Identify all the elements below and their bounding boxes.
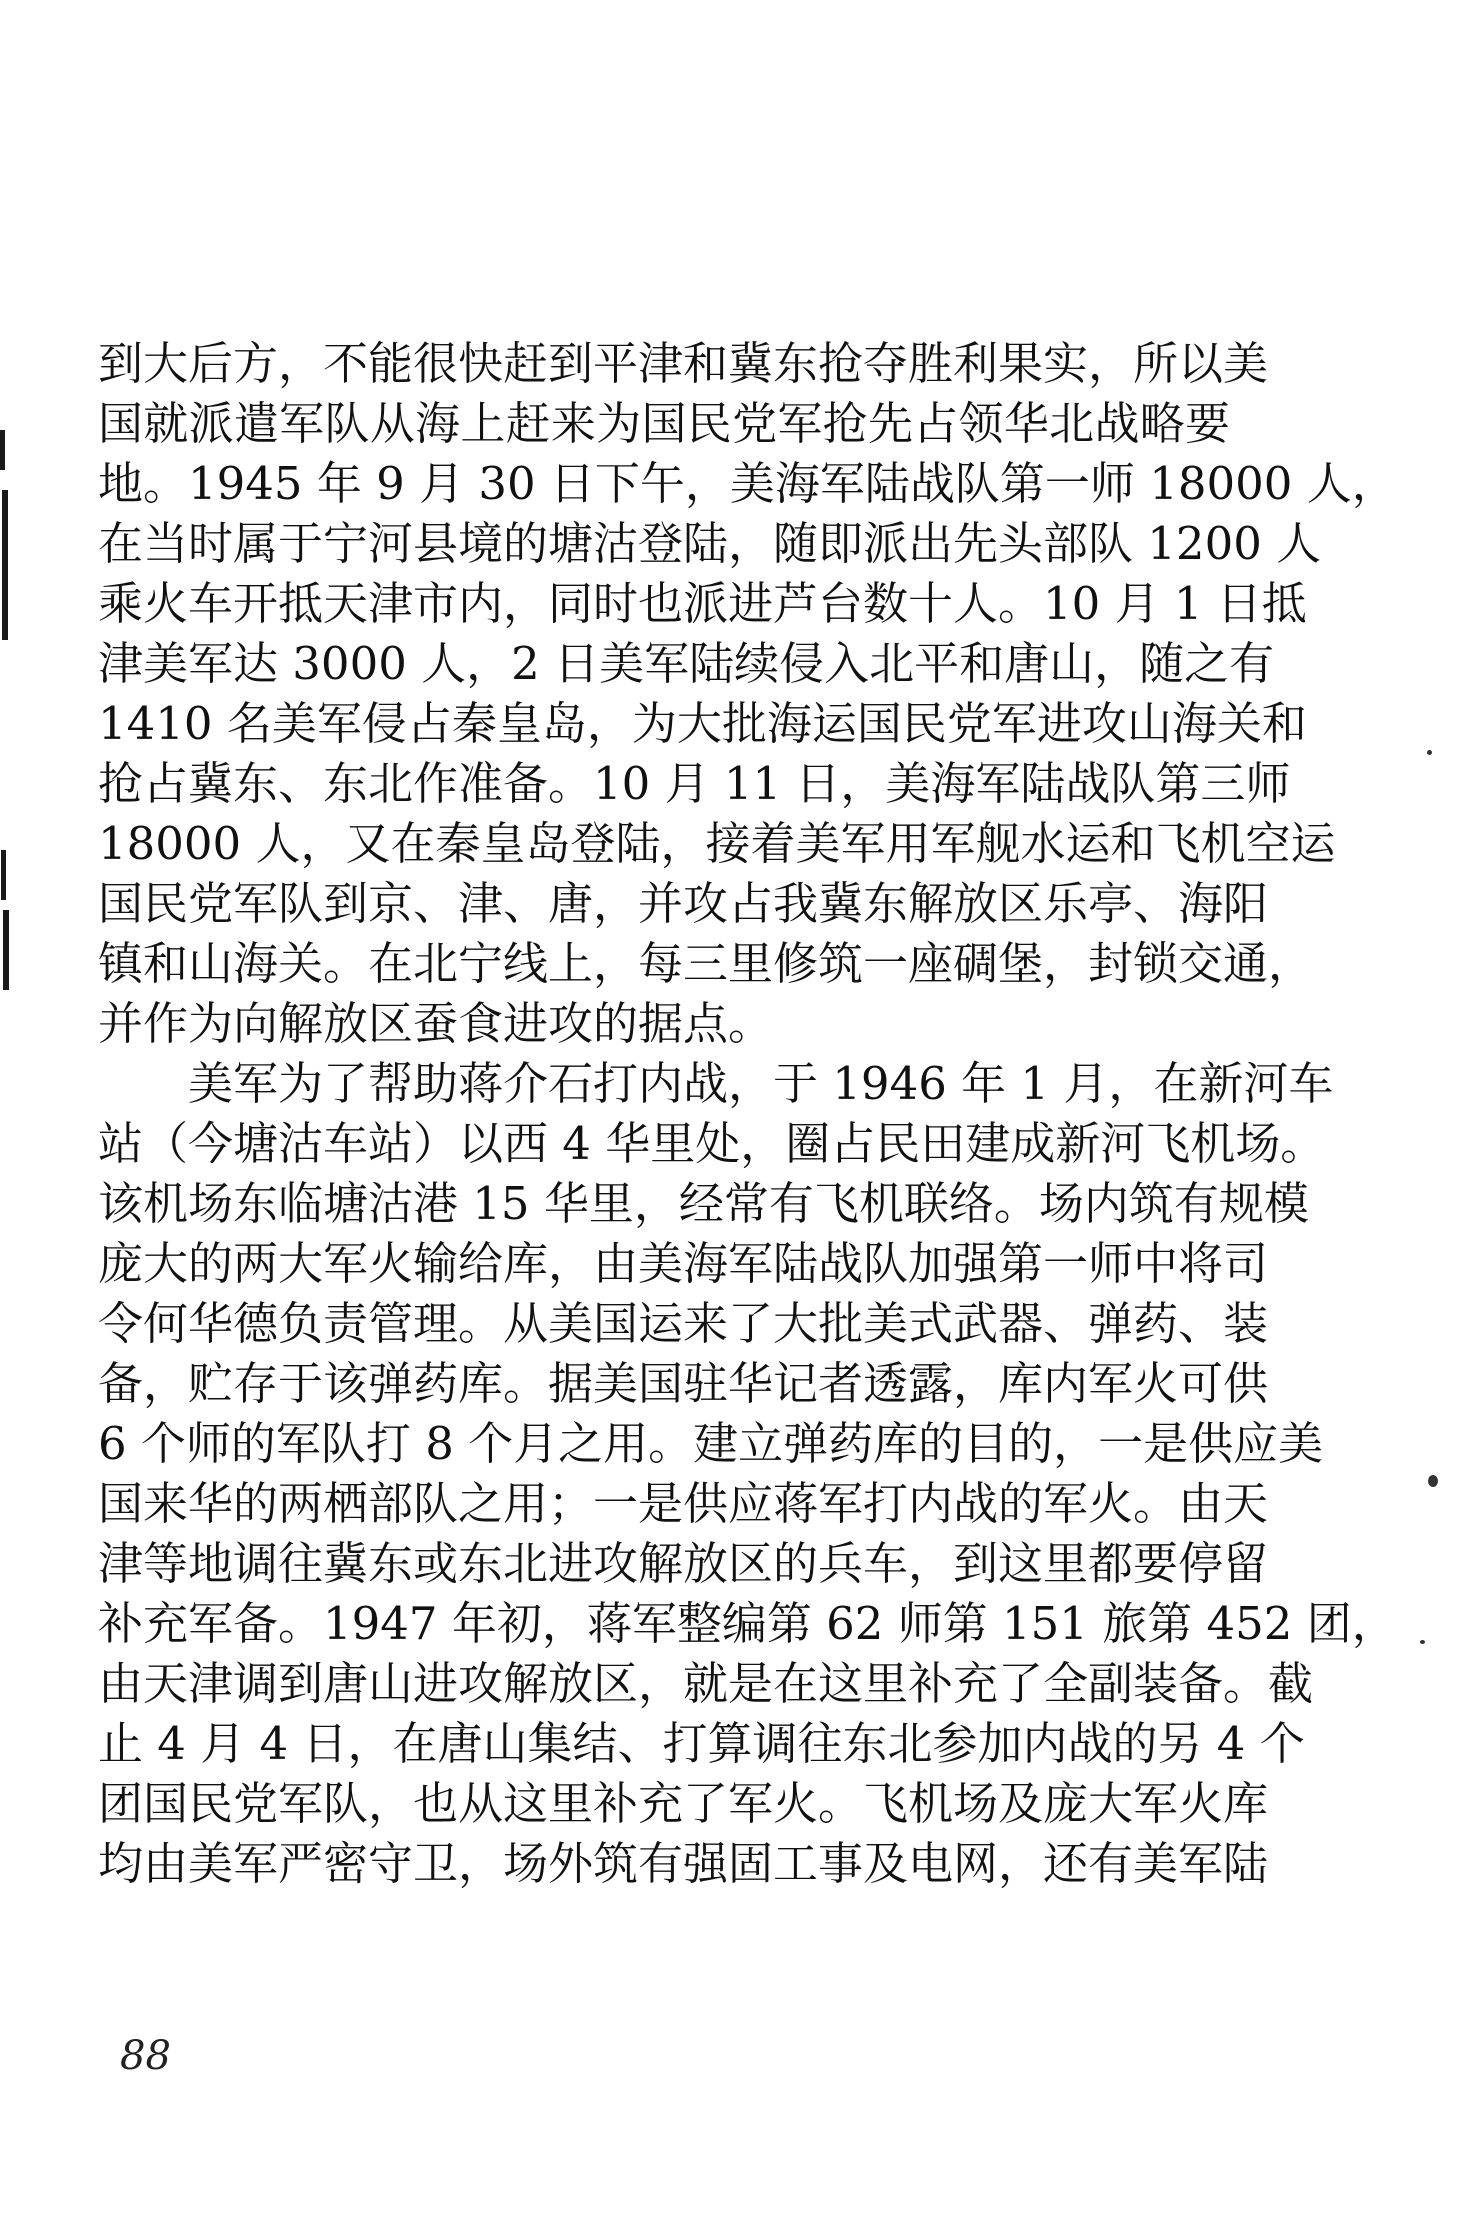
text-line: 18000 人，又在秦皇岛登陆，接着美军用军舰水运和飞机空运 — [98, 817, 1336, 870]
text-line: 国民党军队到京、津、唐，并攻占我冀东解放区乐亭、海阳 — [98, 877, 1269, 930]
scan-edge-mark — [1, 850, 6, 900]
text-line: 1410 名美军侵占秦皇岛，为大批海运国民党军进攻山海关和 — [98, 697, 1307, 750]
text-line: 在当时属于宁河县境的塘沽登陆，随即派出先头部队 1200 人 — [98, 517, 1322, 570]
text-line: 备，贮存于该弹药库。据美国驻华记者透露，库内军火可供 — [98, 1357, 1269, 1410]
text-line: 到大后方，不能很快赶到平津和冀东抢夺胜利果实，所以美 — [98, 337, 1269, 390]
text-line: 乘火车开抵天津市内，同时也派进芦台数十人。10 月 1 日抵 — [98, 577, 1307, 630]
text-line: 该机场东临塘沽港 15 华里，经常有飞机联络。场内筑有规模 — [98, 1177, 1309, 1230]
scan-edge-mark — [0, 430, 5, 470]
text-line: 团国民党军队，也从这里补充了军火。飞机场及庞大军火库 — [98, 1777, 1269, 1830]
text-line: 抢占冀东、东北作准备。10 月 11 日，美海军陆战队第三师 — [98, 757, 1291, 810]
text-line: 均由美军严密守卫，场外筑有强固工事及电网，还有美军陆 — [98, 1837, 1269, 1890]
text-line: 止 4 月 4 日，在唐山集结、打算调往东北参加内战的另 4 个 — [98, 1717, 1305, 1770]
text-line: 令何华德负责管理。从美国运来了大批美式武器、弹药、装 — [98, 1297, 1269, 1350]
text-line: 并作为向解放区蚕食进攻的据点。 — [98, 997, 774, 1050]
text-line: 地。1945 年 9 月 30 日下午，美海军陆战队第一师 18000 人， — [98, 457, 1397, 510]
scan-edge-mark — [3, 910, 9, 990]
text-line: 庞大的两大军火输给库，由美海军陆战队加强第一师中将司 — [98, 1237, 1269, 1290]
scan-speck — [1420, 1640, 1425, 1644]
text-line: 国就派遣军队从海上赶来为国民党军抢先占领华北战略要 — [98, 397, 1230, 450]
text-line: 美军为了帮助蒋介石打内战，于 1946 年 1 月，在新河车 — [188, 1057, 1334, 1110]
text-line: 站（今塘沽车站）以西 4 华里处，圈占民田建成新河飞机场。 — [98, 1117, 1326, 1170]
paragraph-2 — [98, 1054, 1397, 1894]
text-line: 6 个师的军队打 8 个月之用。建立弹药库的目的，一是供应美 — [98, 1417, 1324, 1470]
text-line: 国来华的两栖部队之用；一是供应蒋军打内战的军火。由天 — [98, 1477, 1269, 1530]
paragraph-1 — [98, 334, 1397, 1054]
scan-edge-mark — [2, 490, 8, 640]
scan-speck — [1428, 1475, 1438, 1487]
scan-speck — [1427, 750, 1432, 755]
text-line: 津等地调往冀东或东北进攻解放区的兵车，到这里都要停留 — [98, 1537, 1269, 1590]
body-text — [98, 334, 1397, 1894]
text-line: 由天津调到唐山进攻解放区，就是在这里补充了全副装备。截 — [98, 1657, 1314, 1710]
text-line: 补充军备。1947 年初，蒋军整编第 62 师第 151 旅第 452 团， — [98, 1597, 1397, 1650]
text-line: 津美军达 3000 人，2 日美军陆续侵入北平和唐山，随之有 — [98, 637, 1275, 690]
text-line: 镇和山海关。在北宁线上，每三里修筑一座碉堡，封锁交通， — [98, 937, 1314, 990]
page-number: 88 — [120, 2033, 171, 2079]
